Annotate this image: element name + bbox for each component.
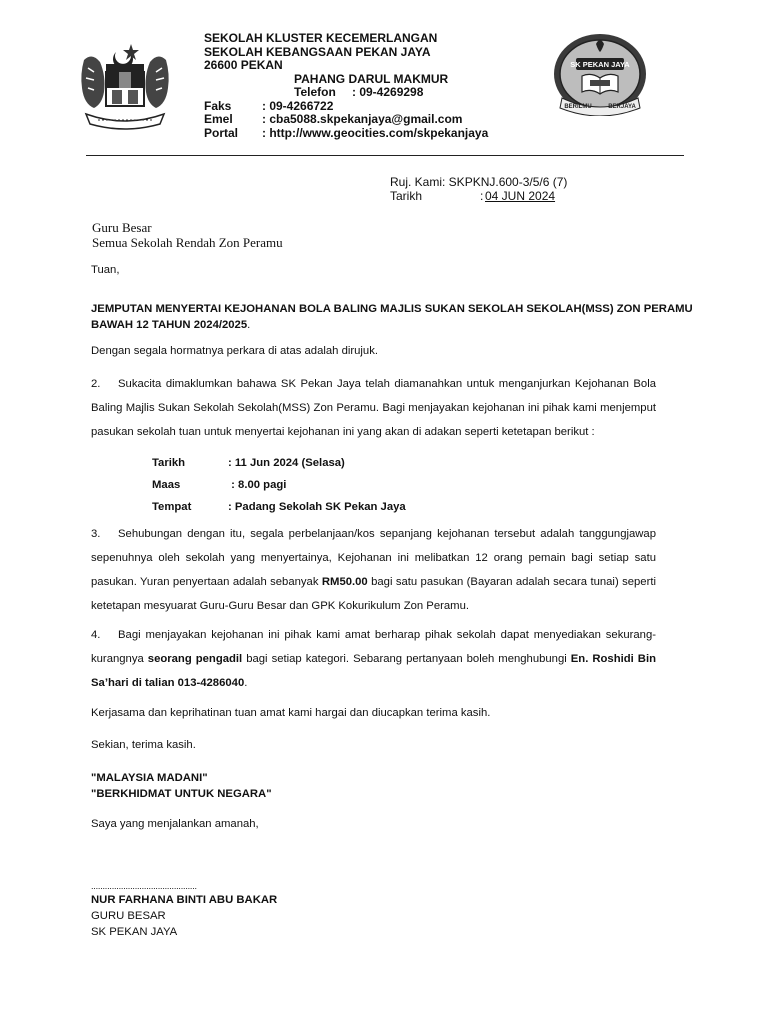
recipient-block xyxy=(92,220,492,250)
motto-madani: "MALAYSIA MADANI" xyxy=(91,772,208,784)
fee-amount: RM50.00 xyxy=(321,576,368,588)
crest-top-text: SK PEKAN JAYA xyxy=(570,60,630,69)
date-value: 04 JUN 2024 xyxy=(485,189,556,203)
date-colon: : xyxy=(480,189,484,203)
paragraph-3-text-b: bagi satu pasukan (Bayaran adalah secara tunai) seperti ketetapan mesyuarat Guru-Guru Besar dan GPK Kokurikulum Zon Peramu. xyxy=(91,576,656,612)
faks-value: : 09-4266722 xyxy=(262,98,334,113)
detail-row-date xyxy=(152,452,552,474)
portal-label: Portal xyxy=(204,125,239,140)
date-label: Tarikh xyxy=(390,189,423,203)
emel-value: : cba5088.skpekanjaya@gmail.com xyxy=(262,112,463,126)
emel-label: Emel xyxy=(204,112,233,126)
signature-dots: .............................................. xyxy=(91,881,197,891)
intro-paragraph: Dengan segala hormatnya perkara di atas adalah dirujuk. xyxy=(91,345,378,357)
thanks-line: Kerjasama dan keprihatinan tuan amat kami hargai dan diucapkan terima kasih. xyxy=(91,707,491,719)
crest-right-text: BERJAYA xyxy=(608,104,636,110)
school-name: SEKOLAH KEBANGSAAN PEKAN JAYA xyxy=(204,44,431,59)
reference-number: Ruj. Kami: SKPKNJ.600-3/5/6 (7) xyxy=(390,175,568,189)
detail-venue-value: : Padang Sekolah SK Pekan Jaya xyxy=(228,501,406,513)
detail-venue-label: Tempat xyxy=(152,501,192,513)
header-divider xyxy=(86,155,684,156)
detail-date-label: Tarikh xyxy=(152,457,186,469)
referee-requirement: seorang pengadil xyxy=(147,653,243,665)
portal-line xyxy=(204,127,544,141)
subject xyxy=(91,301,693,333)
recipient-schools: Semua Sekolah Rendah Zon Peramu xyxy=(92,235,283,250)
paragraph-2 xyxy=(91,372,656,444)
paragraph-4-text-b: bagi setiap kategori. Sebarang pertanyaan boleh menghubungi xyxy=(242,653,571,665)
subject-line1: JEMPUTAN MENYERTAI KEJOHANAN BOLA BALING MAJLIS SUKAN SEKOLAH SEKOLAH(MSS) ZON PERAMU xyxy=(91,303,693,315)
paragraph-2-number: 2. xyxy=(91,378,101,390)
signature-block xyxy=(91,880,491,940)
detail-time-value: : 8.00 pagi xyxy=(228,479,287,491)
detail-date-value: : 11 Jun 2024 (Selasa) xyxy=(228,457,345,469)
subject-line2-text: BAWAH 12 TAHUN 2024/2025 xyxy=(91,319,248,331)
portal-value: : http://www.geocities.com/skpekanjaya xyxy=(262,125,489,140)
motto-berkhidmat: "BERKHIDMAT UNTUK NEGARA" xyxy=(91,788,272,800)
paragraph-2-text: Sukacita dimaklumkan bahawa SK Pekan Jaya telah diamanahkan untuk menganjurkan Kejohanan Bola Baling Majlis Sukan Sekolah Sekolah(MSS) Zon Peramu. Bagi menjayakan kejohanan ini pihak kami menjemput pasukan sekolah tuan untuk menyertai kejohanan ini yang akan di adakan seperti ketetapan berikut : xyxy=(91,378,656,438)
telefon-label: Telefon xyxy=(294,85,336,99)
signatory-school: SK PEKAN JAYA xyxy=(91,926,178,938)
event-details xyxy=(152,452,552,518)
paragraph-4 xyxy=(91,623,656,695)
reference-block xyxy=(390,175,650,203)
contact-person: En. Roshidi Bin Sa’hari di talian 013-4286040 xyxy=(91,653,656,689)
school-cluster-line: SEKOLAH KLUSTER KECEMERLANGAN xyxy=(204,31,438,45)
postcode-city: 26600 PEKAN xyxy=(204,58,283,72)
state-line: PAHANG DARUL MAKMUR xyxy=(294,71,449,86)
paragraph-4-text-c: . xyxy=(244,677,248,689)
paragraph-3-number: 3. xyxy=(91,528,101,540)
telefon-line xyxy=(204,86,544,100)
emel-line xyxy=(204,113,544,127)
trust-line: Saya yang menjalankan amanah, xyxy=(91,818,259,830)
subject-line2 xyxy=(91,317,681,333)
closing-line: Sekian, terima kasih. xyxy=(91,739,196,751)
detail-time-label: Maas xyxy=(152,479,181,491)
faks-label: Faks xyxy=(204,98,232,113)
motto-block xyxy=(91,770,491,802)
faks-line xyxy=(204,100,544,114)
detail-row-venue xyxy=(152,496,552,518)
crest-left-text: BERILMU xyxy=(564,104,592,110)
paragraph-3 xyxy=(91,522,656,618)
coat-of-arms-icon xyxy=(76,40,174,132)
subject-line2-end: . xyxy=(247,319,251,331)
salutation: Tuan, xyxy=(91,264,120,276)
paragraph-3-text-a: Sehubungan dengan itu, segala perbelanjaan/kos sepanjang kejohanan tersebut adalah tanggungjawap sepenuhnya oleh sekolah yang menyertainya, Kejohanan ini melibatkan 12 orang pemain bagi setiap satu pasukan. Yuran penyertaan adalah sebanyak xyxy=(91,528,656,588)
signatory-title: GURU BESAR xyxy=(91,910,166,922)
paragraph-4-number: 4. xyxy=(91,629,101,641)
school-crest-icon xyxy=(552,32,648,116)
detail-row-time xyxy=(152,474,552,496)
telefon-value: : 09-4269298 xyxy=(352,85,424,99)
signatory-name: NUR FARHANA BINTI ABU BAKAR xyxy=(91,894,278,906)
date-line xyxy=(390,189,650,203)
paragraph-4-text-a: Bagi menjayakan kejohanan ini pihak kami amat berharap pihak sekolah dapat menyediakan sekurang-kurangnya xyxy=(91,629,656,665)
recipient-title: Guru Besar xyxy=(92,220,152,235)
letterhead xyxy=(204,32,544,140)
